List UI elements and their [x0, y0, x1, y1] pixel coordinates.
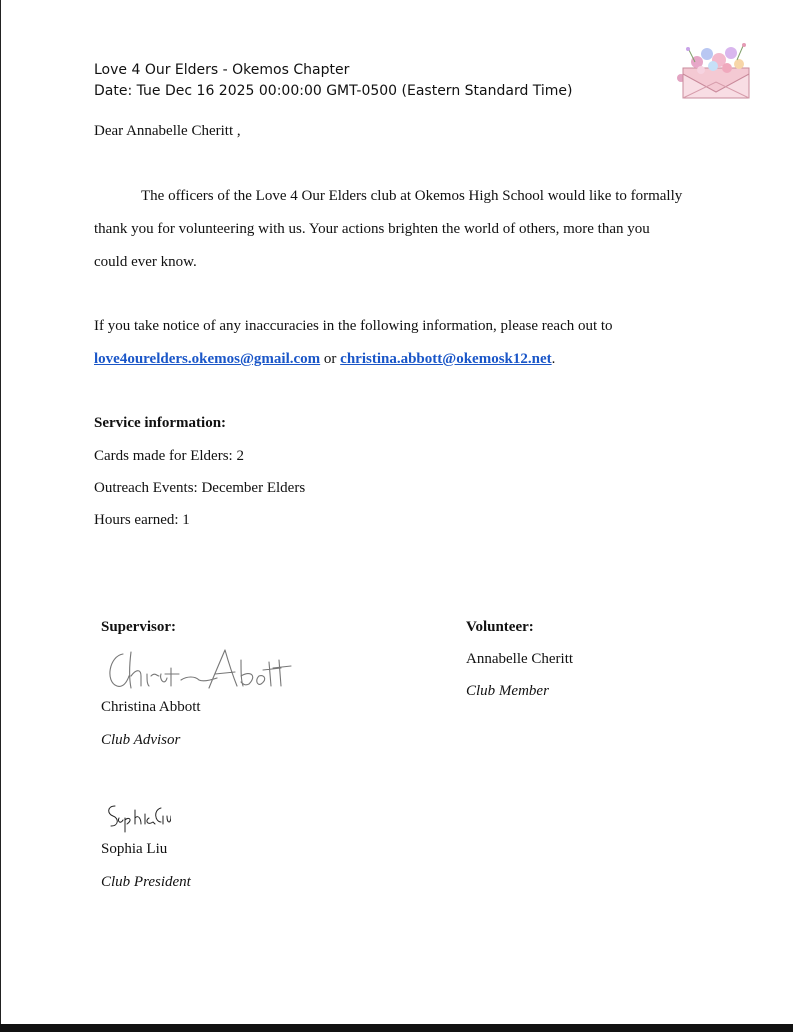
president-signature	[101, 800, 171, 834]
period: .	[551, 351, 556, 367]
org-name: Love 4 Our Elders - Okemos Chapter	[94, 62, 350, 78]
volunteer-name: Annabelle Cheritt	[466, 651, 574, 667]
supervisor-signature	[101, 646, 301, 694]
letter-date: Date: Tue Dec 16 2025 00:00:00 GMT-0500 (Eastern Standard Time)	[94, 83, 573, 99]
president-name: Sophia Liu	[101, 841, 168, 857]
supervisor-title: Club Advisor	[101, 732, 181, 748]
email-link-advisor[interactable]: christina.abbott@okemosk12.net	[340, 351, 552, 367]
or-text: or	[320, 351, 341, 367]
contact-line	[94, 351, 555, 368]
para1-line3: could ever know.	[94, 254, 197, 270]
email-link-club[interactable]: love4ourelders.okemos@gmail.com	[94, 351, 321, 367]
service-hours: Hours earned: 1	[94, 512, 190, 528]
president-title: Club President	[101, 874, 191, 890]
supervisor-heading: Supervisor:	[101, 619, 176, 635]
para1-line2: thank you for volunteering with us. Your actions brighten the world of others, more than you	[94, 221, 650, 237]
page-bottom-edge	[0, 1024, 793, 1032]
para2-line1: If you take notice of any inaccuracies in the following information, please reach out to	[94, 318, 613, 334]
volunteer-title: Club Member	[466, 683, 549, 699]
page-left-edge	[0, 0, 1, 1024]
service-heading: Service information:	[94, 415, 227, 431]
service-events: Outreach Events: December Elders	[94, 480, 306, 496]
supervisor-name: Christina Abbott	[101, 699, 201, 715]
volunteer-heading: Volunteer:	[466, 619, 534, 635]
service-cards: Cards made for Elders: 2	[94, 448, 244, 464]
greeting: Dear Annabelle Cheritt ,	[94, 123, 241, 139]
para1-line1: The officers of the Love 4 Our Elders club at Okemos High School would like to formally	[141, 188, 683, 204]
envelope-flowers-logo	[673, 38, 759, 104]
